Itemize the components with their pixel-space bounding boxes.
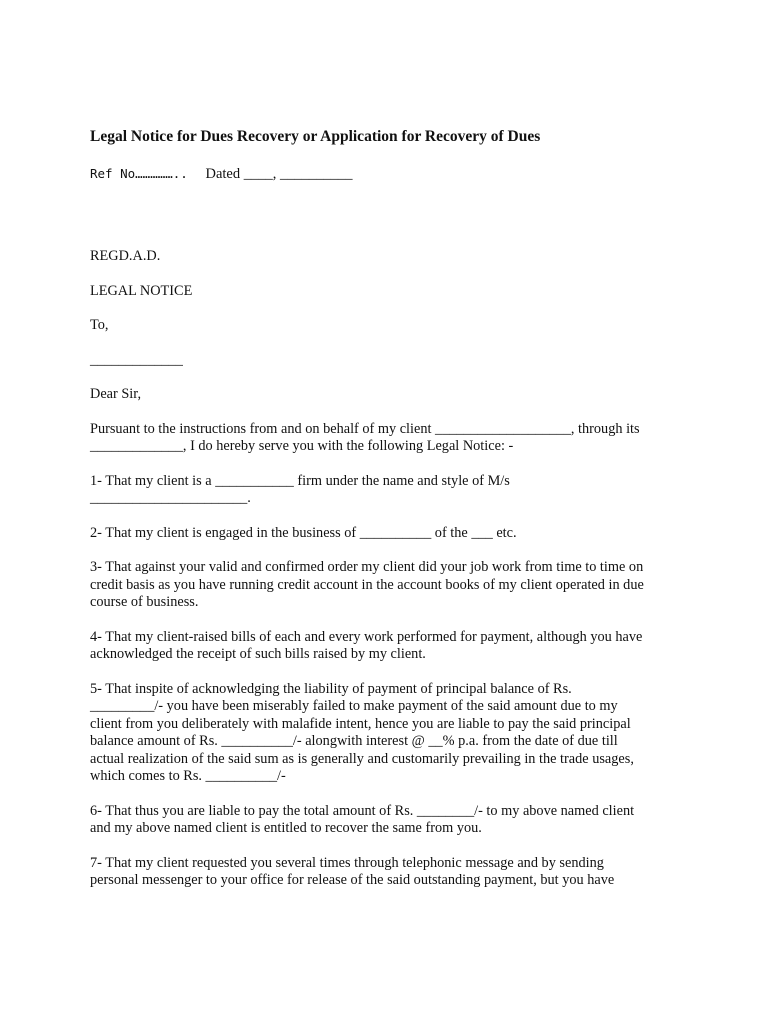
paragraph-7 bbox=[90, 855, 680, 890]
intro-paragraph bbox=[90, 421, 680, 456]
paragraph-line: ______________________. bbox=[90, 490, 251, 506]
paragraph-line: client from you deliberately with malafide intent, hence you are liable to pay the said principal bbox=[90, 715, 631, 732]
document-title: Legal Notice for Dues Recovery or Application for Recovery of Dues bbox=[90, 128, 541, 145]
dated-field: Dated ____, __________ bbox=[205, 166, 353, 182]
paragraph-line: credit basis as you have running credit account in the account books of my client operated in due bbox=[90, 576, 644, 593]
paragraph-5 bbox=[90, 681, 680, 786]
regd-ad: REGD.A.D. bbox=[90, 248, 161, 264]
paragraph-line: which comes to Rs. __________/- bbox=[90, 768, 286, 784]
paragraph-line: acknowledged the receipt of such bills raised by my client. bbox=[90, 646, 426, 662]
paragraph-4 bbox=[90, 629, 680, 664]
ref-number: Ref No…………….. bbox=[90, 166, 188, 181]
document-page bbox=[90, 127, 680, 890]
paragraph-3 bbox=[90, 559, 680, 612]
paragraph-1 bbox=[90, 473, 680, 508]
reference-line bbox=[90, 165, 680, 183]
paragraph-line: and my above named client is entitled to recover the same from you. bbox=[90, 820, 482, 836]
paragraph-line: 5- That inspite of acknowledging the liability of payment of principal balance of Rs. bbox=[90, 680, 572, 697]
paragraph-2 bbox=[90, 525, 680, 543]
paragraph-line: personal messenger to your office for release of the said outstanding payment, but you have bbox=[90, 872, 615, 888]
to-line: To, bbox=[90, 317, 109, 333]
legal-notice-heading: LEGAL NOTICE bbox=[90, 282, 193, 299]
paragraph-line: 2- That my client is engaged in the business of __________ of the ___ etc. bbox=[90, 524, 517, 541]
paragraph-line: 6- That thus you are liable to pay the total amount of Rs. ________/- to my above named client bbox=[90, 802, 635, 819]
paragraph-line: _________/- you have been miserably failed to make payment of the said amount due to my bbox=[90, 698, 618, 714]
intro-line: Pursuant to the instructions from and on behalf of my client ___________________, through its bbox=[90, 420, 640, 437]
paragraph-line: 1- That my client is a ___________ firm under the name and style of M/s bbox=[90, 472, 510, 489]
paragraph-line: 3- That against your valid and confirmed order my client did your job work from time to time on bbox=[90, 559, 644, 575]
paragraph-line: 4- That my client-raised bills of each and every work performed for payment, although you have bbox=[90, 628, 643, 645]
paragraph-line: 7- That my client requested you several times through telephonic message and by sending bbox=[90, 854, 604, 871]
salutation: Dear Sir, bbox=[90, 386, 142, 402]
paragraph-6 bbox=[90, 803, 680, 838]
intro-line: _____________, I do hereby serve you with the following Legal Notice: - bbox=[90, 438, 514, 454]
paragraph-line: actual realization of the said sum as is generally and customarily prevailing in the trade usages, bbox=[90, 750, 634, 767]
paragraph-line: course of business. bbox=[90, 594, 199, 610]
addressee-blank: _____________ bbox=[90, 351, 183, 368]
paragraph-line: balance amount of Rs. __________/- alongwith interest @ __% p.a. from the date of due till bbox=[90, 733, 618, 749]
